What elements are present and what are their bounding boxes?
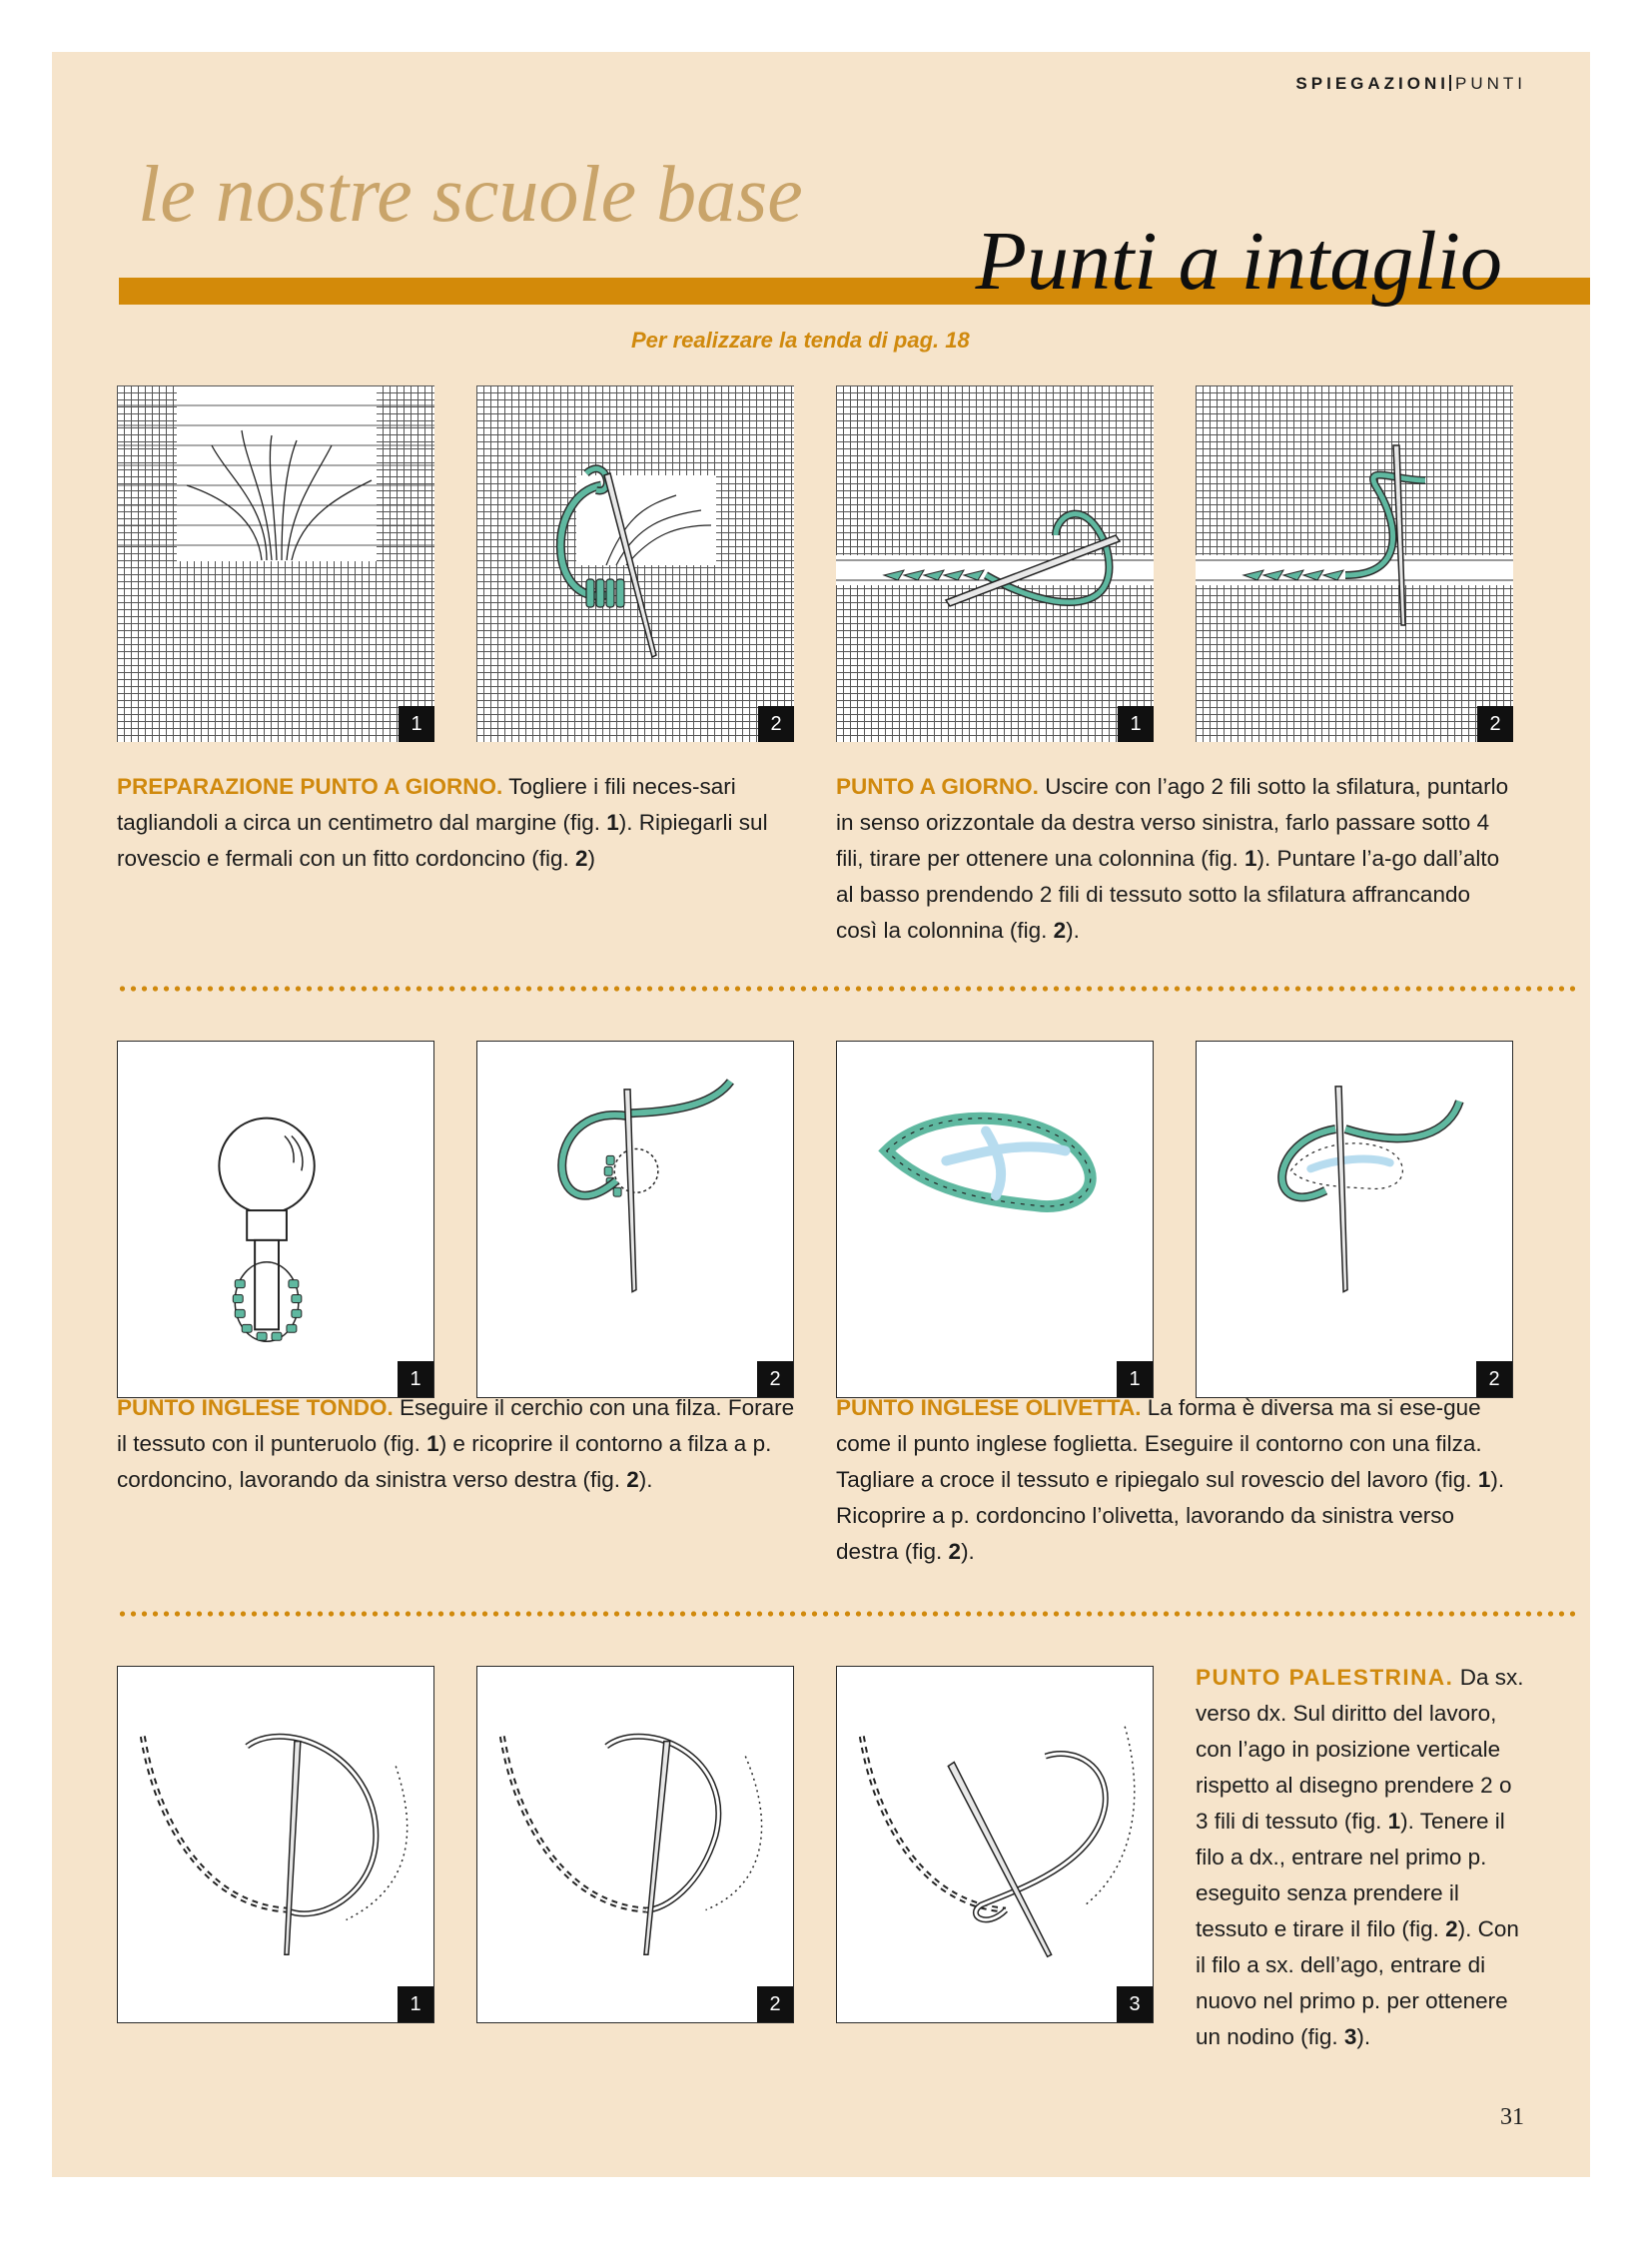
hemstitch-illustration xyxy=(836,385,1154,742)
page-number: 31 xyxy=(1500,2104,1524,2130)
section-divider xyxy=(1449,75,1451,91)
figure-ref: 1 xyxy=(1243,846,1257,871)
palestrina-step-2-illustration xyxy=(477,1667,793,2022)
figure-number: 3 xyxy=(1117,1986,1153,2022)
pulled-threads-illustration xyxy=(117,385,434,742)
figure-palestrina-1 xyxy=(117,1666,434,2023)
dotted-divider xyxy=(117,1611,1575,1617)
figure-number: 1 xyxy=(1118,706,1154,742)
figure-number: 1 xyxy=(399,706,434,742)
body-text: Da sx. verso dx. Sul diritto del lavoro, con l’ago in posizione verticale rispetto al disegno prendere 2 o 3 fili di tessuto (fig. xyxy=(1196,1665,1524,1834)
body-text: Togliere i fili neces-sari tagliandoli a circa un centimetro dal margine (fig. xyxy=(117,774,736,835)
figure-number: 2 xyxy=(757,1986,793,2022)
figure-ref: 3 xyxy=(1343,2024,1357,2049)
figure-ref: 2 xyxy=(948,1539,962,1564)
figure-round-eyelet-1 xyxy=(117,1041,434,1398)
figure-ref: 2 xyxy=(1445,1916,1458,1941)
round-eyelet-text xyxy=(117,1390,798,1498)
body-text: ). Ricoprire a p. cordoncino l’olivetta, lavorando da sinistra verso destra (fig. xyxy=(836,1467,1505,1564)
series-kicker: le nostre scuole base xyxy=(138,151,803,239)
heading: PUNTO A GIORNO. xyxy=(836,774,1039,799)
figure-hemstitch-2 xyxy=(1196,385,1513,742)
figure-palestrina-2 xyxy=(476,1666,794,2023)
body-text: ) e ricoprire il contorno a filza a p. cordoncino, lavorando da sinistra verso destra (fig. xyxy=(117,1431,772,1492)
figure-number: 1 xyxy=(398,1361,433,1397)
palestrina-step-1-illustration xyxy=(118,1667,433,2022)
cording-stitch-illustration xyxy=(476,385,794,742)
body-text: Eseguire il cerchio con una filza. Forare il tessuto con il punteruolo (fig. xyxy=(117,1395,795,1456)
figure-palestrina-3 xyxy=(836,1666,1154,2023)
figure-number: 2 xyxy=(1477,706,1513,742)
palestrina-step-3-illustration xyxy=(837,1667,1153,2022)
body-text: ). Puntare l’a-go dall’alto al basso prendendo 2 fili di tessuto sotto la sfilatura affrancando così la colonnina (fig. xyxy=(836,846,1500,943)
figure-number: 1 xyxy=(1117,1361,1153,1397)
awl-eyelet-illustration xyxy=(118,1042,433,1397)
figure-number: 1 xyxy=(398,1986,433,2022)
figure-olive-eyelet-1 xyxy=(836,1041,1154,1398)
hemstitch-finish-illustration xyxy=(1196,385,1513,742)
figure-ref: 2 xyxy=(1053,918,1067,943)
figure-ref: 2 xyxy=(574,846,588,871)
section-sublabel: PUNTI xyxy=(1455,74,1526,93)
figure-preparation-1 xyxy=(117,385,434,742)
body-text: ). xyxy=(961,1539,975,1564)
body-text: La forma è diversa ma si ese-gue come il punto inglese foglietta. Eseguire il contorno con una filza. Tagliare a croce il tessuto e ripiegalo sul rovescio del lavoro (fig. xyxy=(836,1395,1482,1492)
heading: PUNTO PALESTRINA. xyxy=(1196,1665,1454,1690)
figure-ref: 1 xyxy=(606,810,619,835)
hemstitch-text xyxy=(836,769,1517,949)
palestrina-text xyxy=(1196,1660,1525,2055)
round-eyelet-stitch-illustration xyxy=(477,1042,793,1397)
heading: PUNTO INGLESE TONDO. xyxy=(117,1395,394,1420)
figure-ref: 1 xyxy=(1387,1809,1401,1834)
section-label: SPIEGAZIONI xyxy=(1295,74,1449,93)
preparation-hemstitch-text xyxy=(117,769,798,877)
body-text: ). xyxy=(638,1467,653,1492)
heading: PREPARAZIONE PUNTO A GIORNO. xyxy=(117,774,503,799)
figure-ref: 1 xyxy=(426,1431,439,1456)
figure-hemstitch-1 xyxy=(836,385,1154,742)
dotted-divider xyxy=(117,986,1575,992)
running-head xyxy=(1295,74,1526,94)
figure-number: 2 xyxy=(1476,1361,1512,1397)
body-text: ). xyxy=(1356,2024,1371,2049)
olive-eyelet-illustration xyxy=(837,1042,1153,1397)
figure-number: 2 xyxy=(757,1361,793,1397)
heading: PUNTO INGLESE OLIVETTA. xyxy=(836,1395,1142,1420)
figure-ref: 2 xyxy=(626,1467,639,1492)
figure-number: 2 xyxy=(758,706,794,742)
body-text: ) xyxy=(587,846,595,871)
figure-preparation-2 xyxy=(476,385,794,742)
figure-ref: 1 xyxy=(1477,1467,1491,1492)
olive-eyelet-text xyxy=(836,1390,1517,1570)
page-subtitle: Per realizzare la tenda di pag. 18 xyxy=(631,328,970,353)
magazine-page xyxy=(52,52,1590,2177)
body-text: ). xyxy=(1066,918,1080,943)
body-text: ). Con il filo a sx. dell’ago, entrare di nuovo nel primo p. per ottenere un nodino (fig. xyxy=(1196,1916,1519,2049)
olive-eyelet-stitch-illustration xyxy=(1197,1042,1512,1397)
figure-round-eyelet-2 xyxy=(476,1041,794,1398)
body-text: Uscire con l’ago 2 fili sotto la sfilatura, puntarlo in senso orizzontale da destra verso sinistra, farlo passare sotto 4 fili, tirare per ottenere una colonnina (fig. xyxy=(836,774,1509,871)
figure-olive-eyelet-2 xyxy=(1196,1041,1513,1398)
page-title: Punti a intaglio xyxy=(975,215,1502,308)
body-text: ). Ripiegarli sul rovescio e fermali con un fitto cordoncino (fig. xyxy=(117,810,768,871)
body-text: ). Tenere il filo a dx., entrare nel primo p. eseguito senza prendere il tessuto e tirare il filo (fig. xyxy=(1196,1809,1505,1941)
